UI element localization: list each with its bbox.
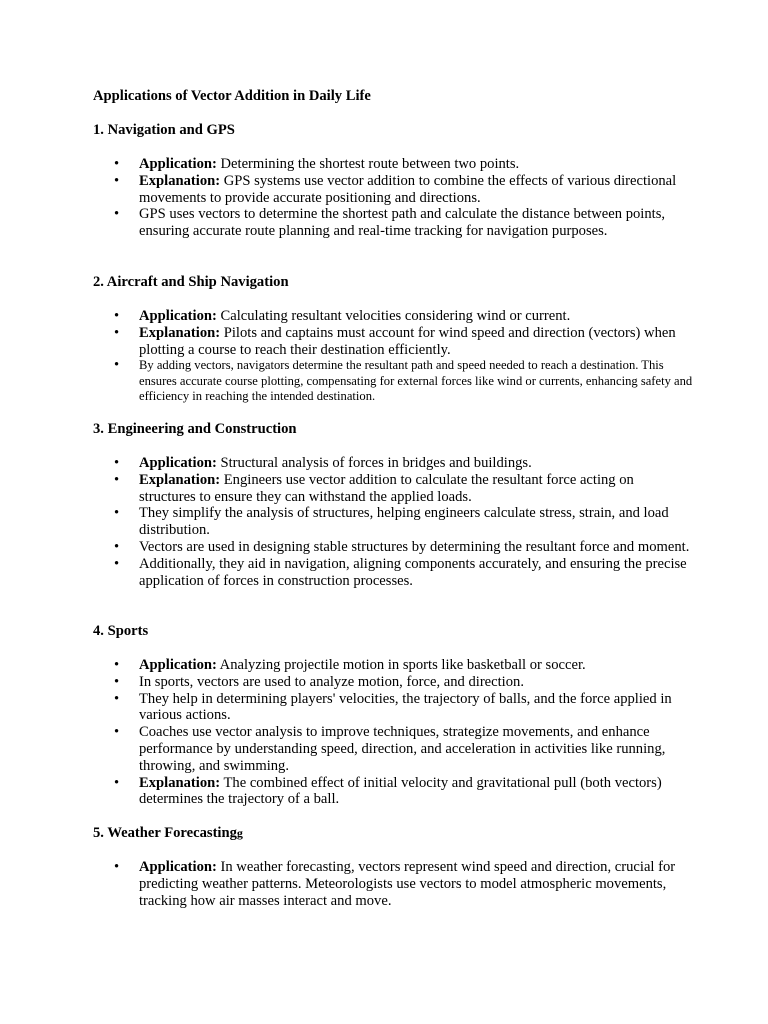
section-heading-sports: 4. Sports	[93, 623, 149, 639]
bullet-list-sports	[93, 657, 693, 808]
list-item: • Additionally, they aid in navigation, aligning components accurately, and ensuring the precise application of forces in construction processes.	[93, 556, 693, 590]
bullet-list-weather	[93, 859, 693, 909]
list-item: • Coaches use vector analysis to improve techniques, strategize movements, and enhance performance by understanding speed, direction, and acceleration in activities like running, throwing, and swimming.	[93, 724, 693, 774]
list-item: • Application: Structural analysis of forces in bridges and buildings.	[93, 455, 693, 472]
document-title: Applications of Vector Addition in Daily Life	[93, 88, 371, 104]
list-item: • Explanation: Engineers use vector addition to calculate the resultant force acting on structures to ensure they can withstand the applied loads.	[93, 472, 693, 506]
list-item: • Explanation: Pilots and captains must account for wind speed and direction (vectors) when plotting a course to reach their destination efficiently.	[93, 325, 693, 359]
list-item: • Explanation: The combined effect of initial velocity and gravitational pull (both vectors) determines the trajectory of a ball.	[93, 775, 693, 809]
section-heading-navigation-gps: 1. Navigation and GPS	[93, 122, 235, 138]
list-item: • GPS uses vectors to determine the shortest path and calculate the distance between points, ensuring accurate route planning and real-time tracking for navigation purposes.	[93, 206, 693, 240]
list-item: • By adding vectors, navigators determine the resultant path and speed needed to reach a destination. This ensures accurate course plotting, compensating for external forces like wind or currents, enhancing safety and efficiency in reaching the intended destination.	[93, 358, 693, 404]
bullet-list-engineering	[93, 455, 693, 589]
section-heading-aircraft-ship: 2. Aircraft and Ship Navigation	[93, 274, 289, 290]
section-heading-weather: 5. Weather Forecastingg	[93, 825, 243, 841]
list-item: • Explanation: GPS systems use vector addition to combine the effects of various directional movements to provide accurate positioning and directions.	[93, 173, 693, 207]
bullet-list-navigation-gps	[93, 156, 693, 240]
list-item: • Vectors are used in designing stable structures by determining the resultant force and moment.	[93, 539, 693, 556]
list-item: • They simplify the analysis of structures, helping engineers calculate stress, strain, and load distribution.	[93, 505, 693, 539]
list-item: • They help in determining players' velocities, the trajectory of balls, and the force applied in various actions.	[93, 691, 693, 725]
list-item: • Application: Determining the shortest route between two points.	[93, 156, 693, 173]
list-item: • Application: In weather forecasting, vectors represent wind speed and direction, crucial for predicting weather patterns. Meteorologists use vectors to model atmospheric movements, tracking how air masses interact and move.	[93, 859, 693, 909]
list-item: • Application: Analyzing projectile motion in sports like basketball or soccer.	[93, 657, 693, 674]
list-item: • Application: Calculating resultant velocities considering wind or current.	[93, 308, 693, 325]
list-item: • In sports, vectors are used to analyze motion, force, and direction.	[93, 674, 693, 691]
section-heading-engineering: 3. Engineering and Construction	[93, 421, 297, 437]
bullet-list-aircraft-ship	[93, 308, 693, 404]
